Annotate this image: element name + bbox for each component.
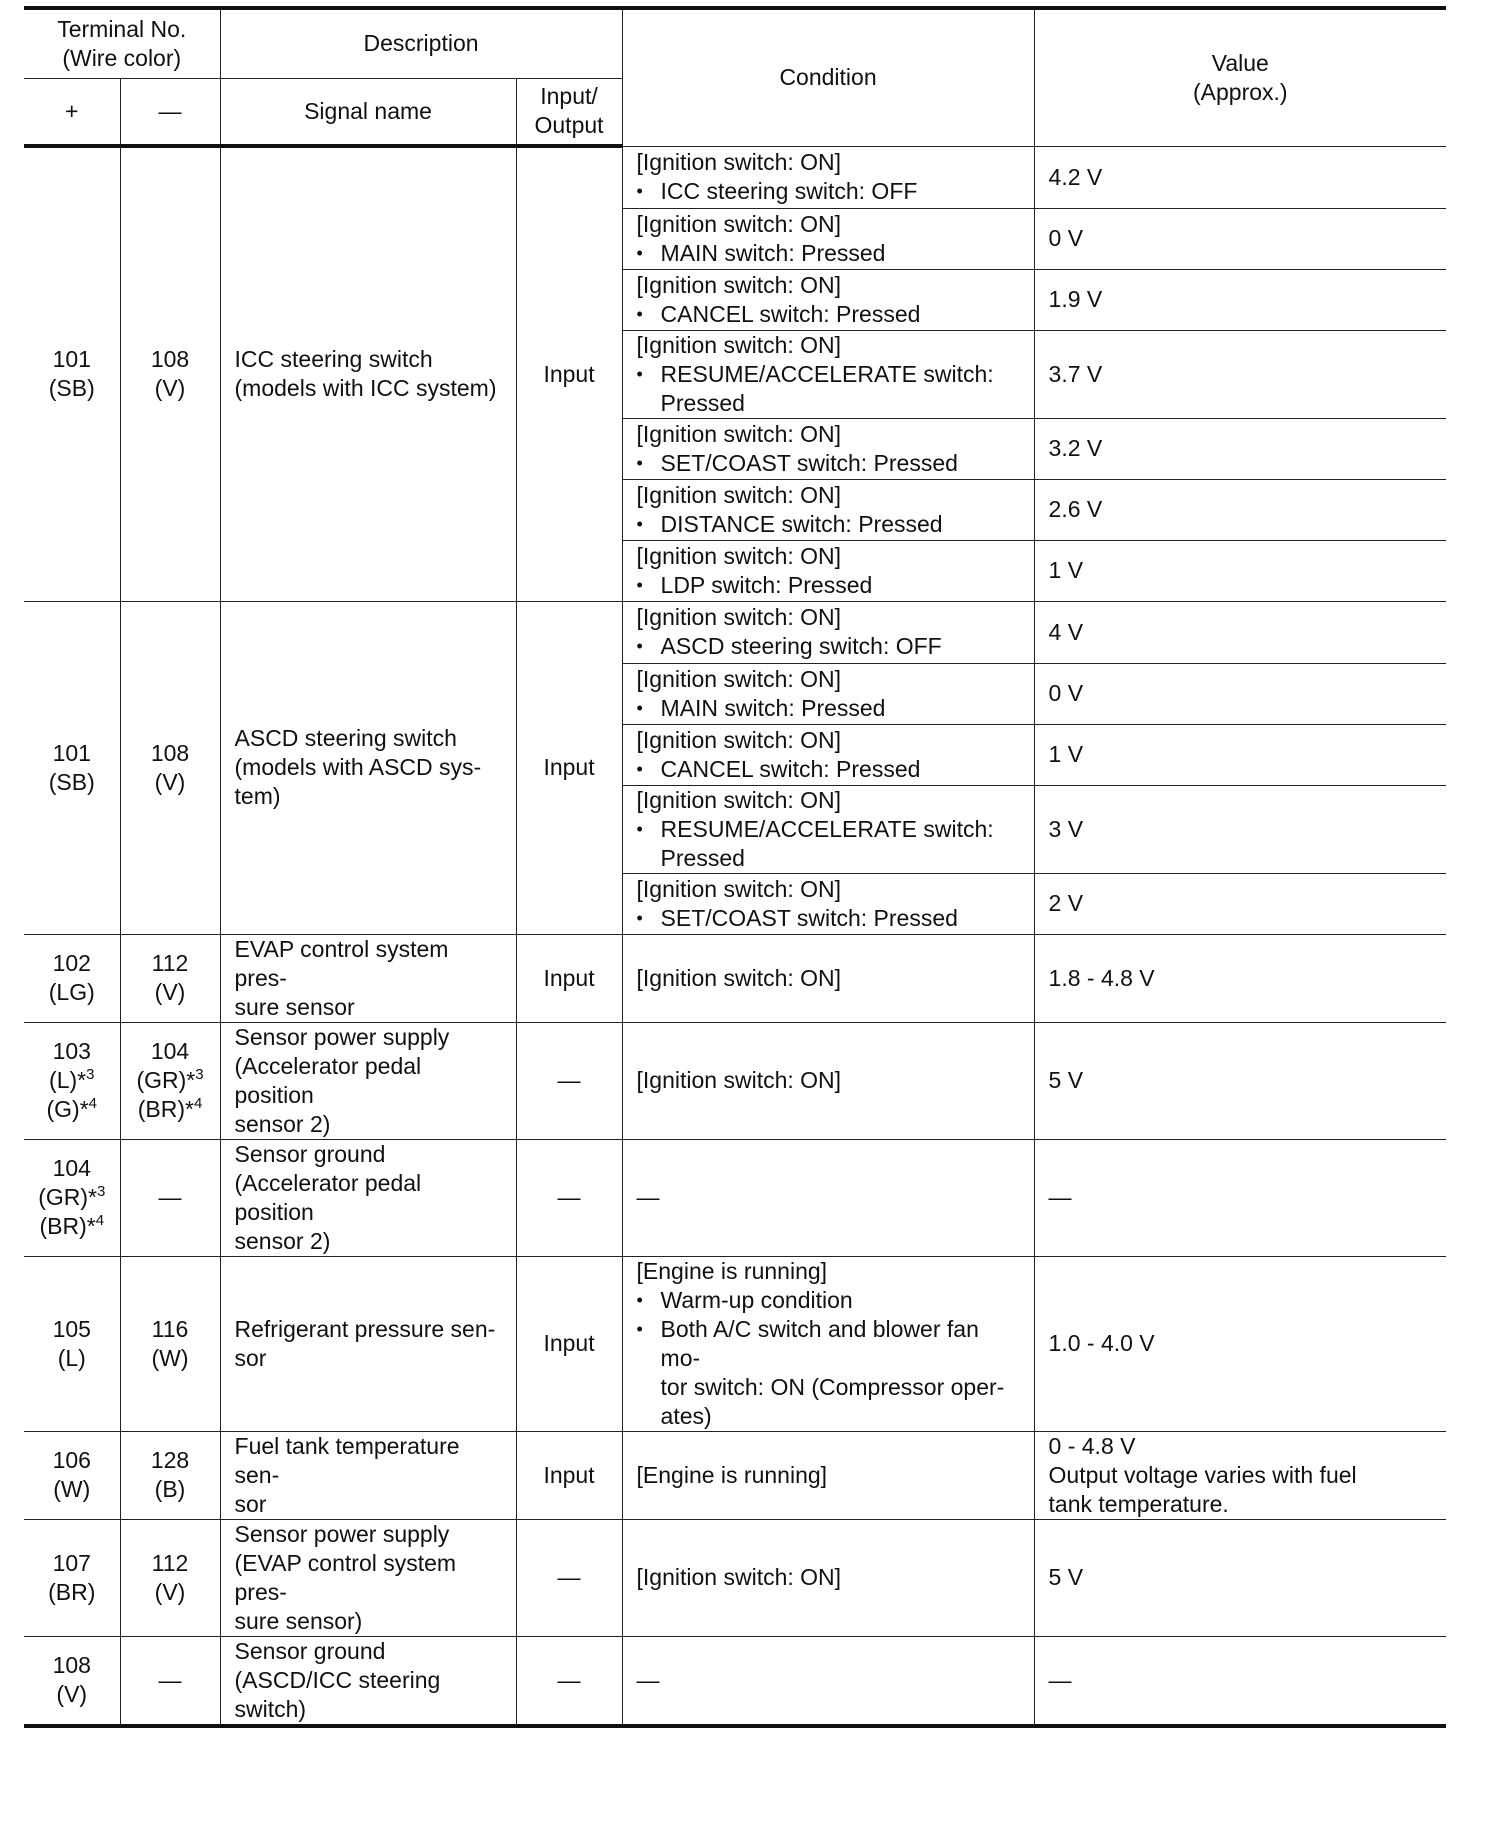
condition-line: [Ignition switch: ON] (636, 1067, 842, 1093)
terminal-plus (24, 934, 120, 1022)
terminal-minus (120, 934, 220, 1022)
value (1034, 269, 1446, 330)
value-line: 0 V (1048, 680, 1084, 706)
value-line: 1 V (1048, 741, 1084, 767)
table-row (24, 601, 1446, 663)
value (1034, 1636, 1446, 1726)
condition (622, 330, 1034, 418)
condition (622, 479, 1034, 540)
value-line: 3 V (1048, 815, 1084, 842)
value (1034, 601, 1446, 663)
condition-bullet (637, 239, 1020, 268)
header-minus (120, 78, 220, 146)
condition-bullet-line: Pressed (660, 389, 745, 416)
value (1034, 146, 1446, 208)
value (1034, 540, 1446, 601)
condition (622, 601, 1034, 663)
condition (622, 540, 1034, 601)
condition-bullet (637, 449, 1020, 478)
terminal-plus-line: (BR) (48, 1578, 96, 1605)
terminal-minus (120, 1636, 220, 1726)
condition-line: [Ignition switch: ON] (636, 149, 842, 175)
condition-bullet-line: • RESUME/ACCELERATE switch: (660, 360, 994, 387)
condition-bullet (637, 904, 1020, 933)
condition-bullet (637, 632, 1020, 661)
input-output (516, 934, 622, 1022)
terminal-plus (24, 1519, 120, 1636)
value (1034, 1139, 1446, 1256)
condition (622, 418, 1034, 479)
condition-line: [Ignition switch: ON] (636, 481, 842, 508)
terminal-minus-line: 108 (150, 346, 190, 373)
condition-bullet-line: • MAIN switch: Pressed (660, 694, 886, 721)
condition-line: [Engine is running] (636, 1257, 828, 1284)
signal-name-line: Sensor ground (234, 1140, 386, 1167)
condition-bullet (637, 1286, 1020, 1315)
input-output-text: — (557, 1067, 581, 1093)
signal-name (220, 1022, 516, 1139)
input-output (516, 1022, 622, 1139)
terminal-plus-line: 101 (52, 346, 91, 373)
condition-bullet (637, 300, 1020, 329)
signal-name-line: tem) (234, 783, 281, 809)
value (1034, 1519, 1446, 1636)
condition (622, 663, 1034, 724)
terminal-plus-line: (V) (56, 1681, 88, 1707)
input-output (516, 1256, 622, 1431)
table-row (24, 1431, 1446, 1519)
terminal-minus-line: — (158, 1184, 182, 1210)
table-row (24, 1022, 1446, 1139)
terminal-minus-line: 112 (151, 950, 189, 976)
value-line: 1.9 V (1048, 286, 1103, 312)
signal-name (220, 1256, 516, 1431)
value-line: 4 V (1048, 618, 1084, 645)
terminal-minus (120, 1022, 220, 1139)
terminal-minus-line: (V) (154, 1578, 186, 1605)
value (1034, 1256, 1446, 1431)
header-text: Value (1211, 49, 1269, 76)
terminal-plus (24, 1022, 120, 1139)
value-line: — (1048, 1666, 1072, 1693)
condition-bullet-line: • ASCD steering switch: OFF (660, 633, 942, 659)
terminal-minus-line: (V) (154, 979, 186, 1005)
value (1034, 663, 1446, 724)
condition-bullet-line: • RESUME/ACCELERATE switch: (660, 815, 994, 842)
header-input-output (516, 78, 622, 146)
signal-name-line: Fuel tank temperature sen- (234, 1432, 460, 1488)
condition-line: [Ignition switch: ON] (636, 1564, 842, 1590)
condition (622, 208, 1034, 269)
footnote-marker: 3 (86, 1066, 95, 1083)
terminal-minus-line: 112 (151, 1549, 189, 1576)
value (1034, 873, 1446, 934)
input-output-text: Input (543, 754, 595, 780)
condition-line: [Ignition switch: ON] (636, 964, 842, 991)
header-text: Description (363, 30, 479, 57)
condition (622, 1431, 1034, 1519)
table-row (24, 146, 1446, 208)
condition (622, 934, 1034, 1022)
condition-line: [Ignition switch: ON] (636, 786, 842, 813)
value (1034, 785, 1446, 873)
signal-name-line: (Accelerator pedal position (234, 1052, 422, 1108)
terminal-plus-line: (BR)*$^4$ (39, 1212, 105, 1239)
signal-name-line: (Accelerator pedal position (234, 1169, 422, 1225)
terminal-minus-line: (GR)*$^3$ (136, 1066, 204, 1093)
signal-name-line: sor (234, 1344, 267, 1371)
value-line: 2.6 V (1048, 496, 1103, 522)
terminal-plus (24, 146, 120, 601)
condition (622, 785, 1034, 873)
signal-name-line: (models with ICC system) (234, 375, 497, 402)
value-line: Output voltage varies with fuel (1048, 1461, 1357, 1488)
terminal-minus (120, 1256, 220, 1431)
input-output (516, 1519, 622, 1636)
value (1034, 479, 1446, 540)
header-condition (622, 8, 1034, 146)
condition (622, 1022, 1034, 1139)
terminal-plus-line: (SB) (48, 375, 95, 402)
condition-bullet-line: • SET/COAST switch: Pressed (660, 904, 958, 931)
footnote-marker: 4 (88, 1095, 97, 1112)
terminal-plus (24, 1431, 120, 1519)
value (1034, 934, 1446, 1022)
value-line: 1.8 - 4.8 V (1048, 964, 1155, 991)
signal-name-line: sensor 2) (234, 1110, 331, 1137)
condition-line: [Ignition switch: ON] (636, 542, 842, 569)
signal-name-line: switch) (234, 1695, 307, 1722)
terminal-plus-line: 107 (52, 1549, 91, 1576)
terminal-plus-line: (L)*$^3$ (49, 1066, 95, 1093)
value-line: 5 V (1048, 1564, 1084, 1590)
table-row (24, 1636, 1446, 1726)
value-line: 1 V (1048, 557, 1084, 583)
terminal-plus-line: (G)*$^4$ (46, 1095, 97, 1122)
table-row (24, 1519, 1446, 1636)
terminal-plus (24, 1139, 120, 1256)
input-output (516, 1636, 622, 1726)
signal-name-line: Refrigerant pressure sen- (234, 1315, 496, 1342)
value-line: 4.2 V (1048, 163, 1103, 190)
condition-line: [Ignition switch: ON] (636, 420, 842, 447)
condition (622, 146, 1034, 208)
signal-name-line: ASCD steering switch (234, 725, 457, 751)
condition-bullet-line: Pressed (660, 844, 745, 871)
signal-name-line: (EVAP control system pres- (234, 1549, 457, 1605)
value-line: 0 - 4.8 V (1048, 1432, 1136, 1459)
terminal-plus-line: (L) (57, 1344, 86, 1371)
signal-name (220, 1636, 516, 1726)
header-value (1034, 8, 1446, 146)
terminal-plus-line: (SB) (48, 768, 95, 795)
signal-name-line: (models with ASCD sys- (234, 754, 482, 780)
input-output (516, 1431, 622, 1519)
terminal-minus-line: — (158, 1666, 182, 1693)
value (1034, 1022, 1446, 1139)
condition-bullet (637, 177, 1020, 206)
condition-bullet-line: • MAIN switch: Pressed (660, 239, 886, 266)
value (1034, 330, 1446, 418)
input-output-text: — (557, 1666, 581, 1693)
header-text: (Approx.) (1192, 78, 1288, 105)
condition-line: — (636, 1184, 660, 1210)
condition-bullet-line: • SET/COAST switch: Pressed (660, 449, 958, 476)
value (1034, 208, 1446, 269)
terminal-minus-line: 128 (150, 1447, 190, 1473)
signal-name-line: sor (234, 1490, 267, 1517)
value-line: 5 V (1048, 1067, 1084, 1093)
input-output-text: — (557, 1184, 581, 1210)
condition (622, 1519, 1034, 1636)
condition (622, 1256, 1034, 1431)
header-text: Condition (779, 64, 877, 91)
signal-name (220, 1519, 516, 1636)
header-text: Terminal No. (57, 15, 187, 42)
terminal-minus-line: (BR)*$^4$ (137, 1095, 203, 1122)
condition-bullet-line: • LDP switch: Pressed (660, 571, 873, 598)
terminal-plus (24, 1636, 120, 1726)
signal-name (220, 146, 516, 601)
input-output-text: Input (543, 360, 595, 387)
signal-name (220, 1139, 516, 1256)
signal-name (220, 1431, 516, 1519)
condition-line: [Ignition switch: ON] (636, 875, 842, 902)
input-output-text: Input (543, 1461, 595, 1488)
table-row (24, 934, 1446, 1022)
terminal-minus-line: 104 (150, 1038, 190, 1064)
condition-bullet (637, 571, 1020, 600)
condition (622, 1636, 1034, 1726)
terminal-plus (24, 1256, 120, 1431)
value-line: 0 V (1048, 225, 1084, 251)
terminal-plus (24, 601, 120, 934)
condition-bullet (637, 510, 1020, 539)
input-output-text: — (557, 1564, 581, 1590)
header-text: (Wire color) (62, 44, 182, 71)
condition-bullet-line: ates) (660, 1402, 712, 1429)
table-row (24, 1139, 1446, 1256)
condition-line: — (636, 1666, 660, 1693)
terminal-plus-line: (GR)*$^3$ (38, 1183, 106, 1210)
value (1034, 418, 1446, 479)
signal-name (220, 601, 516, 934)
condition (622, 873, 1034, 934)
terminal-minus (120, 1139, 220, 1256)
condition-bullet (637, 360, 1020, 418)
header-text: Signal name (304, 97, 432, 124)
signal-name-line: sensor 2) (234, 1227, 331, 1254)
terminal-plus-line: 105 (52, 1315, 91, 1342)
terminal-minus (120, 146, 220, 601)
value-line: 3.7 V (1048, 360, 1103, 387)
terminal-minus (120, 1431, 220, 1519)
terminal-minus-line: (V) (154, 375, 186, 402)
input-output-text: Input (543, 1330, 595, 1356)
header-plus (24, 78, 120, 146)
condition-line: [Ignition switch: ON] (636, 210, 842, 237)
terminal-minus-line: (W) (151, 1344, 189, 1371)
terminal-minus-line: (B) (154, 1476, 186, 1502)
footnote-marker: 3 (195, 1066, 204, 1083)
input-output (516, 146, 622, 601)
condition-bullet-line: • CANCEL switch: Pressed (660, 755, 921, 782)
condition-bullet-line: tor switch: ON (Compressor oper- (660, 1373, 1005, 1400)
header-terminal (24, 8, 220, 78)
table-row (24, 1256, 1446, 1431)
signal-name-line: (ASCD/ICC steering (234, 1666, 441, 1693)
signal-name-line: Sensor ground (234, 1637, 386, 1664)
signal-name-line: Sensor power supply (234, 1023, 450, 1050)
terminal-minus (120, 601, 220, 934)
header-signal-name (220, 78, 516, 146)
condition-bullet-line: • Warm-up condition (660, 1286, 853, 1313)
condition-line: [Ignition switch: ON] (636, 331, 842, 358)
footnote-marker: 4 (193, 1095, 203, 1112)
terminal-plus-line: (LG) (48, 979, 95, 1005)
header-text: Input/ (540, 83, 598, 110)
terminal-plus-line: 108 (52, 1652, 91, 1678)
terminal-plus-line: 104 (52, 1155, 91, 1181)
terminal-plus-line: 103 (52, 1038, 91, 1064)
header-text: — (158, 97, 182, 124)
input-output (516, 601, 622, 934)
signal-name-line: Sensor power supply (234, 1520, 450, 1547)
terminal-plus-line: (W) (53, 1476, 91, 1502)
condition-bullet-line: • DISTANCE switch: Pressed (660, 510, 943, 537)
condition-bullet-line: • ICC steering switch: OFF (660, 178, 918, 204)
footnote-marker: 3 (96, 1183, 106, 1200)
value-line: 2 V (1048, 890, 1084, 916)
signal-name-line: sure sensor) (234, 1607, 363, 1634)
terminal-minus-line: 116 (151, 1315, 189, 1342)
footnote-marker: 4 (95, 1212, 105, 1229)
condition-bullet (637, 815, 1020, 873)
terminal-plus-line: 102 (52, 950, 91, 976)
signal-name-line: ICC steering switch (234, 346, 433, 373)
condition-bullet (637, 694, 1020, 723)
value (1034, 1431, 1446, 1519)
condition-line: [Engine is running] (636, 1461, 828, 1488)
terminal-plus-line: 101 (52, 739, 91, 766)
condition (622, 724, 1034, 785)
terminal-plus-line: 106 (52, 1447, 91, 1473)
condition-bullet (637, 1315, 1020, 1431)
terminal-minus-line: 108 (150, 739, 190, 766)
condition-line: [Ignition switch: ON] (636, 665, 842, 692)
condition-bullet-line: • Both A/C switch and blower fan mo- (660, 1315, 979, 1371)
input-output (516, 1139, 622, 1256)
signal-name-line: EVAP control system pres- (234, 935, 449, 991)
header-text: Output (534, 112, 604, 139)
signal-name-line: sure sensor (234, 993, 355, 1020)
condition (622, 1139, 1034, 1256)
header-text: + (65, 97, 79, 124)
condition (622, 269, 1034, 330)
value-line: — (1048, 1184, 1072, 1210)
header-description (220, 8, 622, 78)
signal-name (220, 934, 516, 1022)
terminal-minus-line: (V) (154, 768, 186, 795)
value-line: 1.0 - 4.0 V (1048, 1330, 1155, 1356)
value (1034, 724, 1446, 785)
condition-line: [Ignition switch: ON] (636, 604, 842, 630)
condition-line: [Ignition switch: ON] (636, 271, 842, 298)
condition-line: [Ignition switch: ON] (636, 726, 842, 753)
value-line: tank temperature. (1048, 1490, 1229, 1517)
terminal-table (24, 6, 1446, 1728)
condition-bullet (637, 755, 1020, 784)
value-line: 3.2 V (1048, 435, 1103, 461)
terminal-minus (120, 1519, 220, 1636)
condition-bullet-line: • CANCEL switch: Pressed (660, 300, 921, 327)
input-output-text: Input (543, 964, 595, 991)
